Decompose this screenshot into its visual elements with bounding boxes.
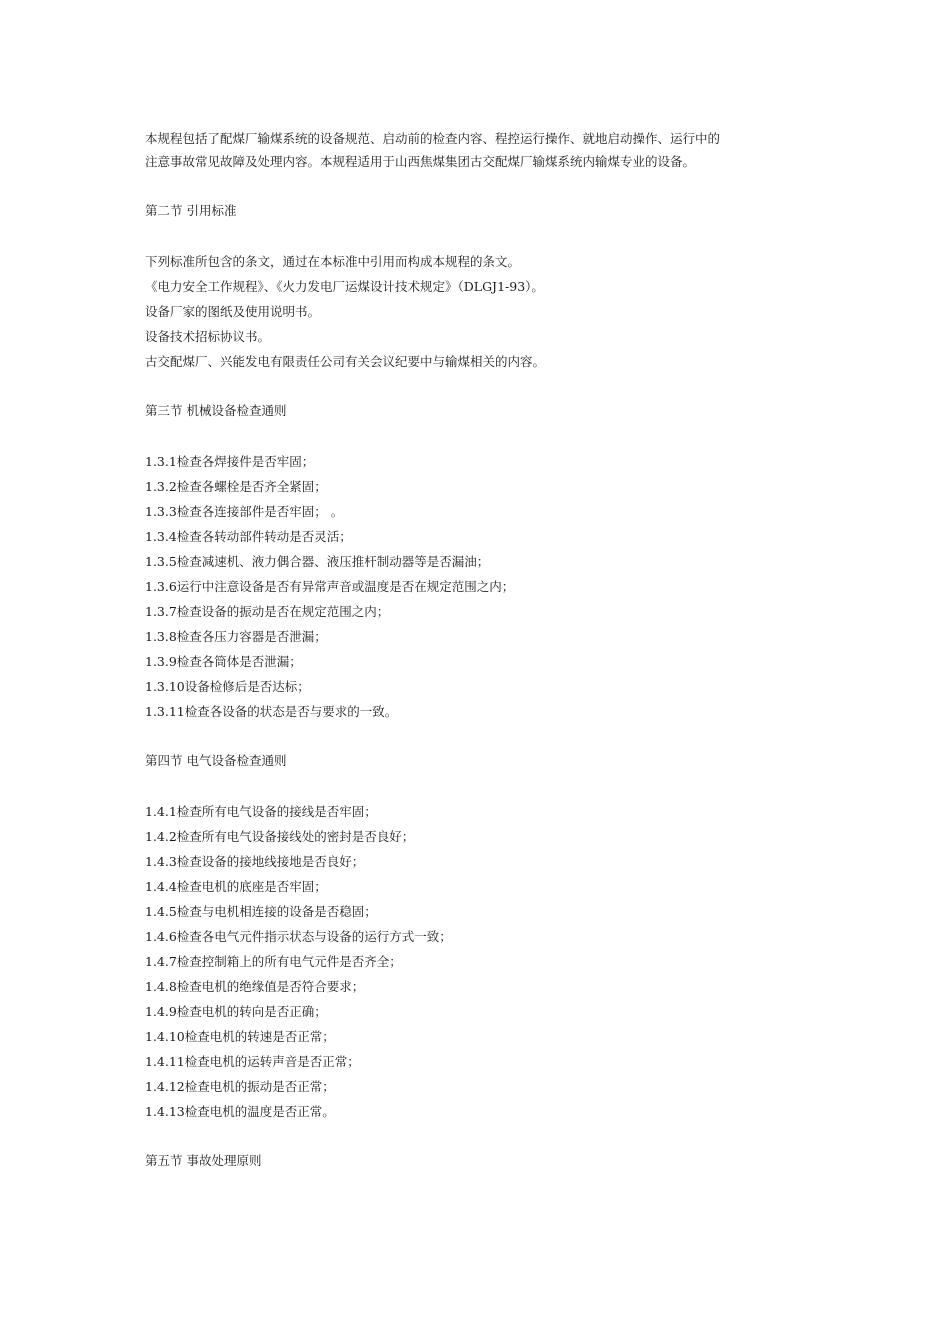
list-item: 1.3.8检查各压力容器是否泄漏； xyxy=(145,629,327,644)
list-item: 1.4.1检查所有电气设备的接线是否牢固； xyxy=(145,804,377,819)
list-item: 1.3.4检查各转动部件转动是否灵活； xyxy=(145,529,352,544)
section-3-heading: 第三节 机械设备检查通则 xyxy=(145,403,287,418)
list-item: 1.3.9检查各筒体是否泄漏； xyxy=(145,654,302,669)
list-item: 1.4.11检查电机的运转声音是否正常； xyxy=(145,1054,360,1069)
section-2-line: 下列标准所包含的条文，通过在本标准中引用而构成本规程的条文。 xyxy=(145,254,521,269)
list-item: 1.3.3检查各连接部件是否牢固； 。 xyxy=(145,504,344,519)
section-5-heading: 第五节 事故处理原则 xyxy=(145,1153,262,1168)
list-item: 1.4.2检查所有电气设备接线处的密封是否良好； xyxy=(145,829,415,844)
section-2-body xyxy=(145,249,815,374)
list-item: 1.4.7检查控制箱上的所有电气元件是否齐全； xyxy=(145,954,402,969)
section-2-heading: 第二节 引用标准 xyxy=(145,203,237,218)
list-item: 1.3.11检查各设备的状态是否与要求的一致。 xyxy=(145,704,398,719)
list-item: 1.3.1检查各焊接件是否牢固； xyxy=(145,454,315,469)
section-2-line: 古交配煤厂、兴能发电有限责任公司有关会议纪要中与输煤相关的内容。 xyxy=(145,354,546,369)
list-item: 1.4.13检查电机的温度是否正常。 xyxy=(145,1104,335,1119)
section-3-body xyxy=(145,449,815,724)
intro-paragraph xyxy=(145,127,815,173)
list-item: 1.4.10检查电机的转速是否正常； xyxy=(145,1029,335,1044)
list-item: 1.4.12检查电机的振动是否正常； xyxy=(145,1079,335,1094)
intro-line-1: 本规程包括了配煤厂输煤系统的设备规范、启动前的检查内容、程控运行操作、就地启动操作、运行中的 xyxy=(145,131,721,146)
list-item: 1.3.10设备检修后是否达标； xyxy=(145,679,310,694)
list-item: 1.3.5检查减速机、液力偶合器、液压推杆制动器等是否漏油； xyxy=(145,554,490,569)
list-item: 1.4.6检查各电气元件指示状态与设备的运行方式一致； xyxy=(145,929,452,944)
section-2-line: 《电力安全工作规程》、《火力发电厂运煤设计技术规定》（DLGJ1-93）。 xyxy=(145,279,544,294)
section-4-body xyxy=(145,799,815,1124)
intro-line-2: 注意事故常见故障及处理内容。本规程适用于山西焦煤集团古交配煤厂输煤系统内输煤专业的设备。 xyxy=(145,154,696,169)
section-2-line: 设备技术招标协议书。 xyxy=(145,329,271,344)
list-item: 1.4.8检查电机的绝缘值是否符合要求； xyxy=(145,979,365,994)
list-item: 1.4.5检查与电机相连接的设备是否稳固； xyxy=(145,904,377,919)
list-item: 1.4.4检查电机的底座是否牢固； xyxy=(145,879,327,894)
section-4-heading: 第四节 电气设备检查通则 xyxy=(145,753,287,768)
list-item: 1.3.7检查设备的振动是否在规定范围之内； xyxy=(145,604,390,619)
list-item: 1.3.2检查各螺栓是否齐全紧固； xyxy=(145,479,327,494)
list-item: 1.3.6运行中注意设备是否有异常声音或温度是否在规定范围之内； xyxy=(145,579,515,594)
list-item: 1.4.9检查电机的转向是否正确； xyxy=(145,1004,327,1019)
list-item: 1.4.3检查设备的接地线接地是否良好； xyxy=(145,854,365,869)
document-page xyxy=(145,127,815,1172)
section-2-line: 设备厂家的图纸及使用说明书。 xyxy=(145,304,321,319)
